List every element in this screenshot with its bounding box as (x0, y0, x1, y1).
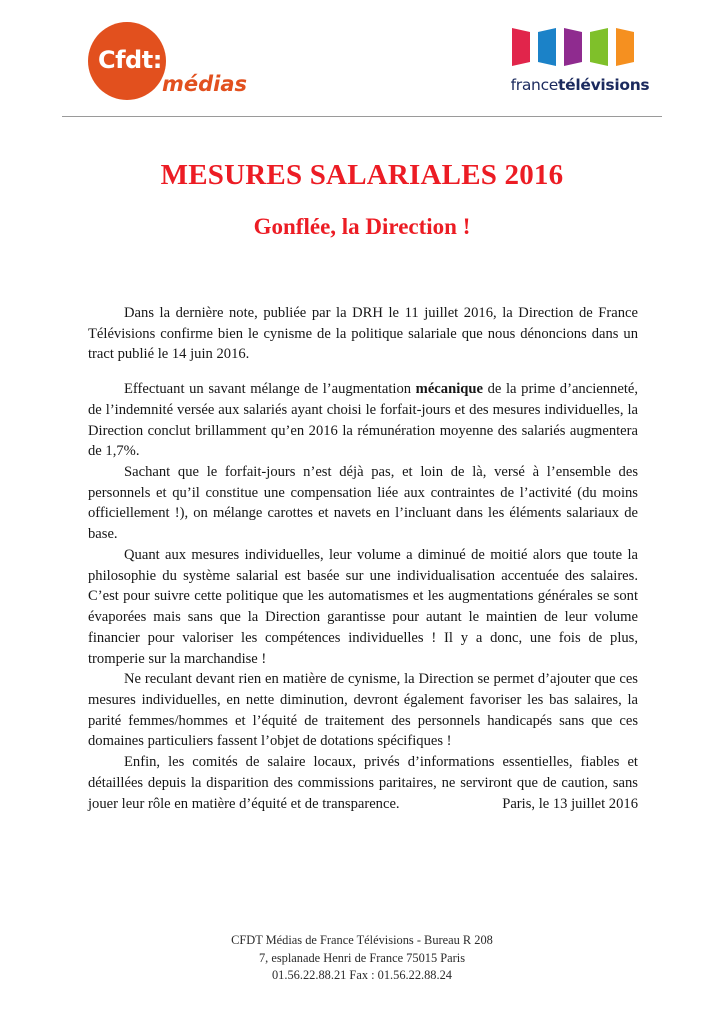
paragraph-6: Enfin, les comités de salaire locaux, privés d’informations essentielles, fiables et détaillées depuis la disparition des commissions paritaires, ne serviront que de caution, sans jouer leur rôle en matière d’équité et de transparence. (88, 754, 638, 812)
page-subtitle: Gonflée, la Direction ! (253, 213, 471, 239)
document-header (0, 0, 724, 125)
paragraph-4: Quant aux mesures individuelles, leur volume a diminué de moitié alors que toute la philosophie du système salarial est basée sur une individualisation accentuée des salaires. C’est pour suivre cette politique que les automatismes et les augmentations générales se sont évaporées mais sans que la Direction garantisse pour autant le maintien de leur volume financier pour valoriser les compétences individuelles ! Il y a donc, une fois de plus, tromperie sur la marchandise ! (88, 546, 638, 667)
document-footer (0, 932, 724, 985)
signature-place-date: Paris, le 13 juillet 2016 (502, 796, 638, 812)
page-title: MESURES SALARIALES 2016 (160, 159, 564, 191)
ftv-wordmark-france: france (510, 76, 559, 94)
paragraph-1: Dans la dernière note, publiée par la DRH le 11 juillet 2016, la Direction de France Télévisions confirme bien le cynisme de la politique salariale que nous dénoncions dans un tract publié le 14 juin 2016. (88, 305, 638, 363)
cfdt-medias-wordmark: médias (162, 72, 248, 96)
footer-line-address: 7, esplanade Henri de France 75015 Paris (258, 950, 466, 965)
cfdt-wordmark: Cfdt: (98, 46, 162, 74)
paragraph-2-emphasis: mécanique (415, 381, 483, 398)
cfdt-medias-logo (88, 22, 258, 110)
footer-line-phone: 01.56.22.88.21 Fax : 01.56.22.88.24 (271, 968, 452, 983)
paragraph-2-pre: Effectuant un savant mélange de l’augmentation (124, 381, 416, 398)
france-televisions-logo (500, 26, 660, 106)
footer-line-organisation: CFDT Médias de France Télévisions - Bureau R 208 (231, 933, 493, 947)
paragraph-2 (88, 379, 638, 462)
ftv-wordmark (500, 76, 660, 94)
paragraph-3: Sachant que le forfait-jours n’est déjà pas, et loin de là, versé à l’ensemble des personnels et qu’il constitue une compensation liée aux contraintes de l’activité (du moins officiellement !), on mélange carottes et navets en l’incluant dans les éléments salariaux de base. (88, 464, 638, 543)
header-divider (62, 116, 662, 117)
ftv-doors-icon (510, 26, 640, 68)
ftv-wordmark-televisions: télévisions (558, 76, 650, 94)
paragraph-2-post: de la prime d’ancienneté, de l’indemnité versée aux salariés ayant choisi le forfait-jours et des mesures individuelles, la Direction conclut brillamment qu’en 2016 la rémunération moyenne des salariés augmentera de 1,7%. (88, 381, 638, 460)
document-body (88, 303, 638, 814)
title-block (0, 158, 724, 240)
paragraph-5: Ne reculant devant rien en matière de cynisme, la Direction se permet d’ajouter que ces mesures individuelles, en nette diminution, devront également favoriser les bas salaires, la parité femmes/hommes et l’équité de traitement des personnels handicapés sans que ces domaines particuliers fassent l’objet de dotations spécifiques ! (88, 671, 638, 750)
